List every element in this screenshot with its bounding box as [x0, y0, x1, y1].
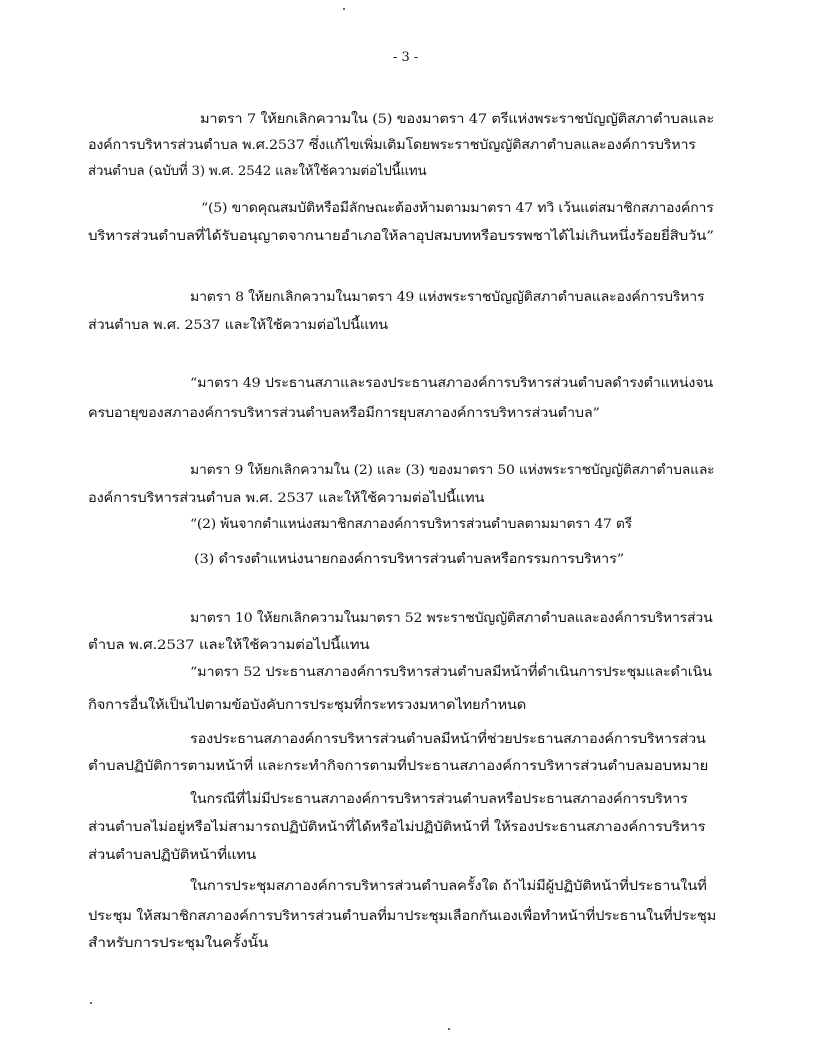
body-line: ส่วนตำบลปฏิบัติหน้าที่แทน	[88, 848, 256, 863]
body-line: “มาตรา 49 ประธานสภาและรองประธานสภาองค์การบริหารส่วนตำบลดำรงตำแหน่งจน	[190, 376, 713, 391]
body-line: “มาตรา 52 ประธานสภาองค์การบริหารส่วนตำบลมีหน้าที่ดำเนินการประชุมและดำเนิน	[190, 665, 712, 680]
body-line: ส่วนตำบล (ฉบับที่ 3) พ.ศ. 2542 และให้ใช้ความต่อไปนี้แทน	[88, 164, 427, 179]
body-line: ส่วนตำบลไม่อยู่หรือไม่สามารถปฏิบัติหน้าที่ได้หรือไม่ปฏิบัติหน้าที่ ให้รองประธานสภาองค์การบริหาร	[88, 820, 706, 835]
page-number: - 3 -	[393, 50, 419, 65]
body-line: รองประธานสภาองค์การบริหารส่วนตำบลมีหน้าที่ช่วยประธานสภาองค์การบริหารส่วน	[190, 732, 706, 747]
body-line: สำหรับการประชุมในครั้งนั้น	[88, 936, 269, 951]
body-line: มาตรา 8 ให้ยกเลิกความในมาตรา 49 แห่งพระราชบัญญัติสภาตำบลและองค์การบริหาร	[190, 290, 705, 305]
body-line: องค์การบริหารส่วนตำบล พ.ศ. 2537 และให้ใช้ความต่อไปนี้แทน	[88, 491, 485, 506]
body-line: ในการประชุมสภาองค์การบริหารส่วนตำบลครั้งใด ถ้าไม่มีผู้ปฏิบัติหน้าที่ประธานในที่	[190, 879, 707, 894]
body-line: มาตรา 10 ให้ยกเลิกความในมาตรา 52 พระราชบัญญัติสภาตำบลและองค์การบริหารส่วน	[190, 611, 713, 626]
scan-speck	[343, 8, 345, 10]
body-line: มาตรา 9 ให้ยกเลิกความใน (2) และ (3) ของมาตรา 50 แห่งพระราชบัญญัติสภาตำบลและ	[190, 463, 715, 478]
body-line: (3) ดำรงตำแหน่งนายกองค์การบริหารส่วนตำบลหรือกรรมการบริหาร”	[194, 552, 624, 567]
body-line: “(5) ขาดคุณสมบัติหรือมีลักษณะต้องห้ามตามมาตรา 47 ทวิ เว้นแต่สมาชิกสภาองค์การ	[201, 201, 714, 216]
body-line: องค์การบริหารส่วนตำบล พ.ศ.2537 ซึ่งแก้ไขเพิ่มเติมโดยพระราชบัญญัติสภาตำบลและองค์การบริหาร	[88, 138, 696, 153]
body-line: ตำบลปฏิบัติการตามหน้าที่ และกระทำกิจการตามที่ประธานสภาองค์การบริหารส่วนตำบลมอบหมาย	[88, 759, 709, 774]
body-line: ในกรณีที่ไม่มีประธานสภาองค์การบริหารส่วนตำบลหรือประธานสภาองค์การบริหาร	[190, 792, 688, 807]
body-line: กิจการอื่นให้เป็นไปตามข้อบังคับการประชุมที่กระทรวงมหาดไทยกำหนด	[88, 698, 527, 713]
body-line: ประชุม ให้สมาชิกสภาองค์การบริหารส่วนตำบลที่มาประชุมเลือกกันเองเพื่อทำหน้าที่ประธานในที่ประชุม	[88, 909, 717, 924]
body-line: ครบอายุของสภาองค์การบริหารส่วนตำบลหรือมีการยุบสภาองค์การบริหารส่วนตำบล”	[88, 406, 600, 421]
body-line: ส่วนตำบล พ.ศ. 2537 และให้ใช้ความต่อไปนี้แทน	[88, 318, 388, 333]
scan-speck	[90, 1002, 92, 1004]
body-line: มาตรา 7 ให้ยกเลิกความใน (5) ของมาตรา 47 ตรีแห่งพระราชบัญญัติสภาตำบลและ	[200, 112, 715, 127]
scan-speck	[448, 1028, 450, 1030]
body-line: บริหารส่วนตำบลที่ได้รับอนุญาตจากนายอำเภอให้ลาอุปสมบทหรือบรรพชาได้ไม่เกินหนึ่งร้อยยี่สิบวัน”	[88, 229, 714, 244]
body-line: “(2) พ้นจากตำแหน่งสมาชิกสภาองค์การบริหารส่วนตำบลตามมาตรา 47 ตรี	[190, 517, 632, 532]
body-line: ตำบล พ.ศ.2537 และให้ใช้ความต่อไปนี้แทน	[88, 638, 370, 653]
